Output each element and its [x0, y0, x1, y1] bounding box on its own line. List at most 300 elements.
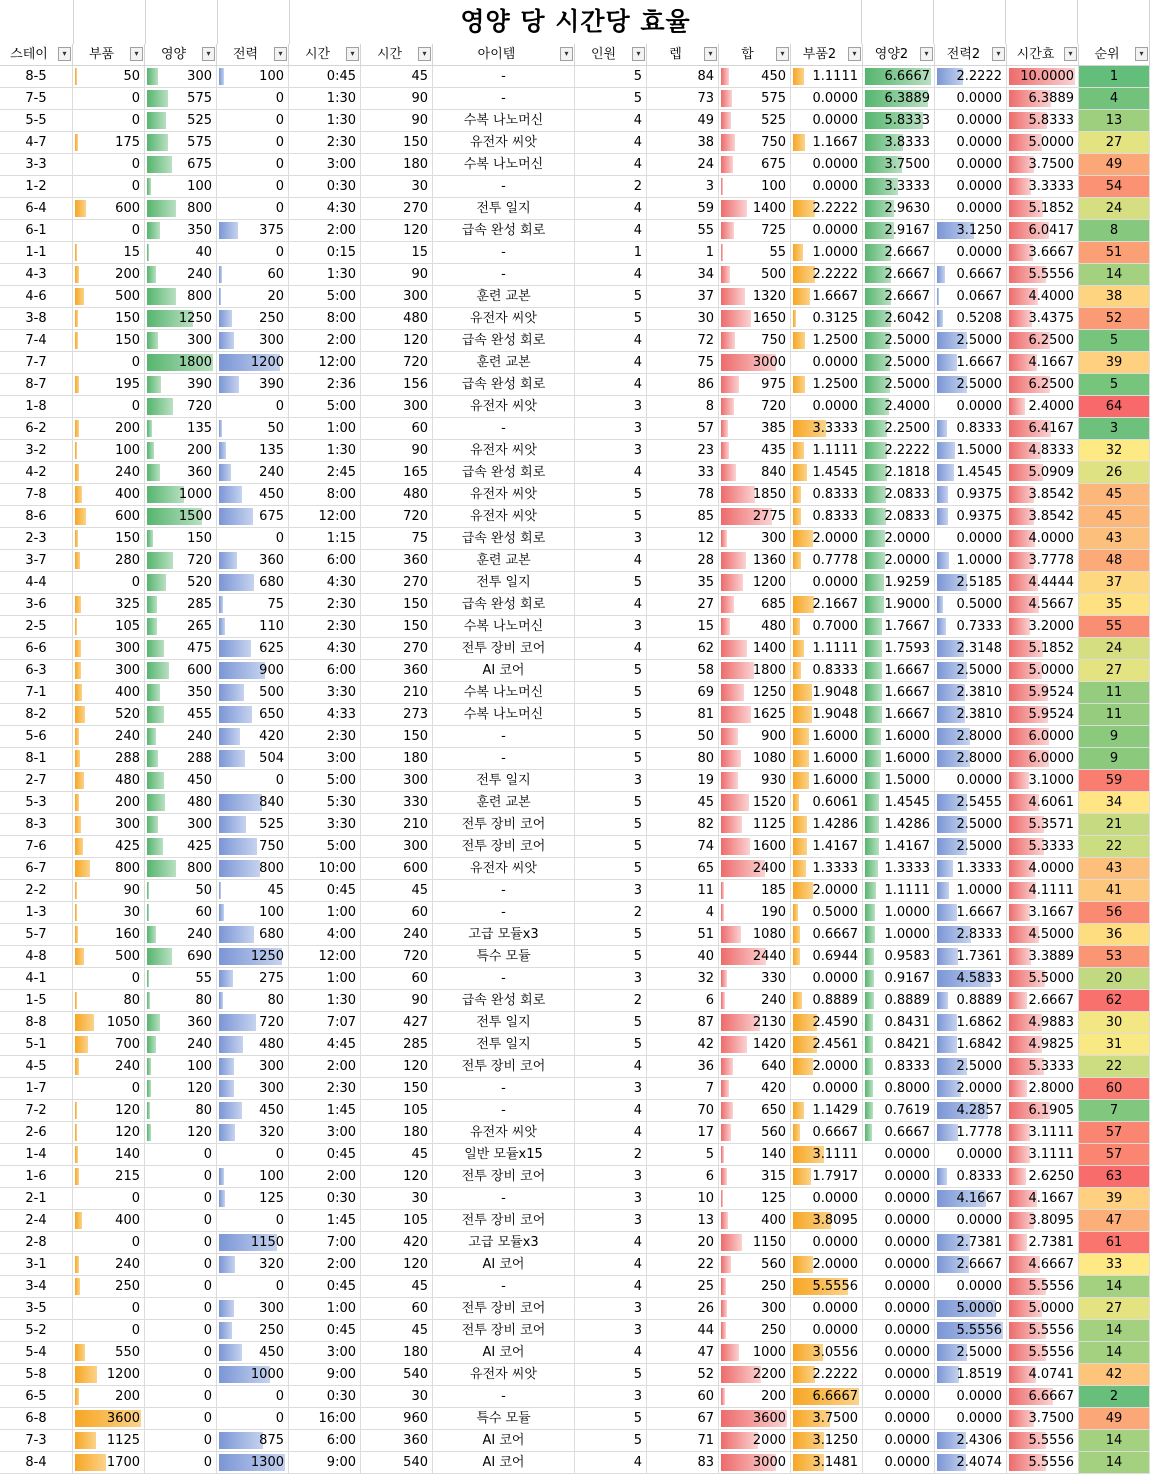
cell-power[interactable] — [217, 198, 289, 220]
filter-dropdown-icon[interactable]: ▾ — [1064, 47, 1077, 61]
cell-food-ratio[interactable] — [863, 352, 935, 374]
cell-item[interactable] — [433, 550, 575, 572]
cell-crew[interactable] — [575, 198, 647, 220]
cell-stage[interactable] — [0, 110, 73, 132]
cell-level[interactable] — [647, 330, 719, 352]
cell-time-eff[interactable] — [1007, 1188, 1079, 1210]
cell-power[interactable] — [217, 88, 289, 110]
cell-food-ratio[interactable] — [863, 418, 935, 440]
cell-stage[interactable] — [0, 638, 73, 660]
cell-power-ratio[interactable] — [935, 1012, 1007, 1034]
cell-time-eff[interactable] — [1007, 484, 1079, 506]
cell-time-eff[interactable] — [1007, 418, 1079, 440]
cell-food-ratio[interactable] — [863, 1298, 935, 1320]
cell-food-ratio[interactable] — [863, 1452, 935, 1474]
cell-stage[interactable] — [0, 990, 73, 1012]
filter-dropdown-icon[interactable]: ▾ — [1135, 47, 1148, 61]
cell-food[interactable] — [145, 132, 217, 154]
cell-sum[interactable] — [719, 814, 791, 836]
cell-time-eff[interactable] — [1007, 330, 1079, 352]
cell-sum[interactable] — [719, 1166, 791, 1188]
cell-parts[interactable] — [73, 902, 145, 924]
cell-food[interactable] — [145, 858, 217, 880]
cell-time-eff[interactable] — [1007, 792, 1079, 814]
cell-stage[interactable] — [0, 1408, 73, 1430]
cell-power[interactable] — [217, 880, 289, 902]
cell-parts-ratio[interactable] — [791, 308, 863, 330]
cell-sum[interactable] — [719, 1276, 791, 1298]
cell-time-eff[interactable] — [1007, 198, 1079, 220]
cell-sum[interactable] — [719, 1188, 791, 1210]
cell-food[interactable] — [145, 616, 217, 638]
cell-item[interactable] — [433, 704, 575, 726]
cell-minutes[interactable] — [361, 594, 433, 616]
cell-power-ratio[interactable] — [935, 968, 1007, 990]
cell-stage[interactable] — [0, 836, 73, 858]
cell-power-ratio[interactable] — [935, 946, 1007, 968]
cell-power[interactable] — [217, 1056, 289, 1078]
cell-rank[interactable] — [1079, 176, 1150, 198]
cell-minutes[interactable] — [361, 572, 433, 594]
cell-stage[interactable] — [0, 814, 73, 836]
cell-rank[interactable] — [1079, 660, 1150, 682]
cell-parts-ratio[interactable] — [791, 1408, 863, 1430]
cell-food-ratio[interactable] — [863, 110, 935, 132]
cell-minutes[interactable] — [361, 748, 433, 770]
cell-level[interactable] — [647, 1122, 719, 1144]
cell-crew[interactable] — [575, 1320, 647, 1342]
cell-power[interactable] — [217, 154, 289, 176]
cell-power[interactable] — [217, 242, 289, 264]
cell-power[interactable] — [217, 1342, 289, 1364]
cell-food-ratio[interactable] — [863, 242, 935, 264]
cell-time-eff[interactable] — [1007, 242, 1079, 264]
cell-food-ratio[interactable] — [863, 374, 935, 396]
cell-food[interactable] — [145, 330, 217, 352]
cell-power-ratio[interactable] — [935, 792, 1007, 814]
cell-parts[interactable] — [73, 1298, 145, 1320]
cell-parts[interactable] — [73, 484, 145, 506]
cell-minutes[interactable] — [361, 946, 433, 968]
cell-rank[interactable] — [1079, 682, 1150, 704]
cell-parts[interactable] — [73, 528, 145, 550]
cell-parts-ratio[interactable] — [791, 198, 863, 220]
cell-level[interactable] — [647, 1320, 719, 1342]
cell-level[interactable] — [647, 1342, 719, 1364]
cell-time[interactable] — [289, 572, 361, 594]
cell-time-eff[interactable] — [1007, 1342, 1079, 1364]
cell-stage[interactable] — [0, 1012, 73, 1034]
cell-parts-ratio[interactable] — [791, 946, 863, 968]
cell-time[interactable] — [289, 1056, 361, 1078]
cell-food-ratio[interactable] — [863, 572, 935, 594]
cell-sum[interactable] — [719, 748, 791, 770]
cell-parts[interactable] — [73, 330, 145, 352]
cell-crew[interactable] — [575, 1408, 647, 1430]
cell-sum[interactable] — [719, 638, 791, 660]
cell-food-ratio[interactable] — [863, 594, 935, 616]
cell-item[interactable] — [433, 660, 575, 682]
cell-stage[interactable] — [0, 1122, 73, 1144]
cell-minutes[interactable] — [361, 88, 433, 110]
cell-food[interactable] — [145, 990, 217, 1012]
cell-food-ratio[interactable] — [863, 682, 935, 704]
cell-crew[interactable] — [575, 308, 647, 330]
cell-time[interactable] — [289, 594, 361, 616]
cell-time-eff[interactable] — [1007, 682, 1079, 704]
cell-stage[interactable] — [0, 264, 73, 286]
cell-minutes[interactable] — [361, 616, 433, 638]
cell-sum[interactable] — [719, 902, 791, 924]
cell-food-ratio[interactable] — [863, 792, 935, 814]
cell-level[interactable] — [647, 704, 719, 726]
cell-item[interactable] — [433, 748, 575, 770]
cell-item[interactable] — [433, 1342, 575, 1364]
cell-time[interactable] — [289, 220, 361, 242]
cell-food[interactable] — [145, 748, 217, 770]
cell-food[interactable] — [145, 484, 217, 506]
cell-parts[interactable] — [73, 462, 145, 484]
cell-level[interactable] — [647, 616, 719, 638]
cell-sum[interactable] — [719, 858, 791, 880]
cell-item[interactable] — [433, 330, 575, 352]
cell-crew[interactable] — [575, 462, 647, 484]
cell-food-ratio[interactable] — [863, 154, 935, 176]
cell-time[interactable] — [289, 792, 361, 814]
cell-minutes[interactable] — [361, 110, 433, 132]
cell-food[interactable] — [145, 946, 217, 968]
cell-time-eff[interactable] — [1007, 1122, 1079, 1144]
cell-food[interactable] — [145, 308, 217, 330]
cell-time-eff[interactable] — [1007, 308, 1079, 330]
cell-rank[interactable] — [1079, 396, 1150, 418]
cell-food-ratio[interactable] — [863, 616, 935, 638]
cell-crew[interactable] — [575, 572, 647, 594]
cell-sum[interactable] — [719, 66, 791, 88]
cell-time-eff[interactable] — [1007, 1452, 1079, 1474]
cell-level[interactable] — [647, 1078, 719, 1100]
filter-dropdown-icon[interactable]: ▾ — [274, 47, 287, 61]
cell-stage[interactable] — [0, 374, 73, 396]
cell-minutes[interactable] — [361, 1276, 433, 1298]
cell-parts[interactable] — [73, 1386, 145, 1408]
cell-sum[interactable] — [719, 1056, 791, 1078]
cell-minutes[interactable] — [361, 814, 433, 836]
cell-sum[interactable] — [719, 968, 791, 990]
cell-crew[interactable] — [575, 1034, 647, 1056]
cell-sum[interactable] — [719, 1210, 791, 1232]
cell-food-ratio[interactable] — [863, 1166, 935, 1188]
cell-power[interactable] — [217, 374, 289, 396]
cell-power-ratio[interactable] — [935, 1078, 1007, 1100]
cell-item[interactable] — [433, 638, 575, 660]
cell-time-eff[interactable] — [1007, 110, 1079, 132]
cell-power-ratio[interactable] — [935, 176, 1007, 198]
cell-time-eff[interactable] — [1007, 286, 1079, 308]
cell-crew[interactable] — [575, 902, 647, 924]
cell-time-eff[interactable] — [1007, 88, 1079, 110]
cell-food[interactable] — [145, 1298, 217, 1320]
cell-crew[interactable] — [575, 242, 647, 264]
cell-power-ratio[interactable] — [935, 308, 1007, 330]
cell-power-ratio[interactable] — [935, 1386, 1007, 1408]
cell-crew[interactable] — [575, 1166, 647, 1188]
cell-sum[interactable] — [719, 1430, 791, 1452]
cell-food-ratio[interactable] — [863, 748, 935, 770]
cell-time-eff[interactable] — [1007, 1056, 1079, 1078]
cell-sum[interactable] — [719, 1100, 791, 1122]
cell-parts-ratio[interactable] — [791, 506, 863, 528]
cell-stage[interactable] — [0, 902, 73, 924]
cell-minutes[interactable] — [361, 902, 433, 924]
cell-power[interactable] — [217, 1452, 289, 1474]
cell-stage[interactable] — [0, 1144, 73, 1166]
cell-power-ratio[interactable] — [935, 1254, 1007, 1276]
cell-rank[interactable] — [1079, 748, 1150, 770]
cell-level[interactable] — [647, 220, 719, 242]
cell-item[interactable] — [433, 1276, 575, 1298]
cell-stage[interactable] — [0, 1320, 73, 1342]
cell-time[interactable] — [289, 440, 361, 462]
cell-stage[interactable] — [0, 770, 73, 792]
cell-parts-ratio[interactable] — [791, 1144, 863, 1166]
cell-food-ratio[interactable] — [863, 1078, 935, 1100]
cell-parts-ratio[interactable] — [791, 462, 863, 484]
cell-stage[interactable] — [0, 924, 73, 946]
cell-crew[interactable] — [575, 814, 647, 836]
cell-level[interactable] — [647, 1232, 719, 1254]
cell-time[interactable] — [289, 814, 361, 836]
cell-sum[interactable] — [719, 286, 791, 308]
cell-sum[interactable] — [719, 352, 791, 374]
cell-time-eff[interactable] — [1007, 902, 1079, 924]
cell-crew[interactable] — [575, 836, 647, 858]
cell-parts[interactable] — [73, 682, 145, 704]
cell-level[interactable] — [647, 1210, 719, 1232]
cell-level[interactable] — [647, 1408, 719, 1430]
cell-rank[interactable] — [1079, 264, 1150, 286]
cell-parts[interactable] — [73, 792, 145, 814]
cell-power[interactable] — [217, 814, 289, 836]
cell-stage[interactable] — [0, 396, 73, 418]
cell-stage[interactable] — [0, 66, 73, 88]
cell-food-ratio[interactable] — [863, 1276, 935, 1298]
cell-stage[interactable] — [0, 616, 73, 638]
cell-item[interactable] — [433, 176, 575, 198]
cell-time-eff[interactable] — [1007, 990, 1079, 1012]
filter-dropdown-icon[interactable]: ▾ — [560, 47, 573, 61]
cell-power-ratio[interactable] — [935, 220, 1007, 242]
cell-level[interactable] — [647, 1254, 719, 1276]
cell-power[interactable] — [217, 550, 289, 572]
cell-time-eff[interactable] — [1007, 660, 1079, 682]
cell-parts-ratio[interactable] — [791, 1166, 863, 1188]
cell-time-eff[interactable] — [1007, 594, 1079, 616]
cell-power[interactable] — [217, 308, 289, 330]
cell-power[interactable] — [217, 858, 289, 880]
cell-rank[interactable] — [1079, 1012, 1150, 1034]
cell-power-ratio[interactable] — [935, 1276, 1007, 1298]
cell-item[interactable] — [433, 374, 575, 396]
cell-sum[interactable] — [719, 726, 791, 748]
cell-crew[interactable] — [575, 946, 647, 968]
cell-time[interactable] — [289, 418, 361, 440]
cell-rank[interactable] — [1079, 1144, 1150, 1166]
cell-parts-ratio[interactable] — [791, 330, 863, 352]
cell-parts-ratio[interactable] — [791, 484, 863, 506]
cell-power-ratio[interactable] — [935, 1144, 1007, 1166]
cell-time-eff[interactable] — [1007, 814, 1079, 836]
cell-crew[interactable] — [575, 396, 647, 418]
filter-dropdown-icon[interactable]: ▾ — [776, 47, 789, 61]
cell-stage[interactable] — [0, 132, 73, 154]
cell-crew[interactable] — [575, 506, 647, 528]
cell-time[interactable] — [289, 946, 361, 968]
cell-rank[interactable] — [1079, 154, 1150, 176]
cell-food[interactable] — [145, 242, 217, 264]
filter-dropdown-icon[interactable]: ▾ — [58, 47, 71, 61]
cell-food-ratio[interactable] — [863, 264, 935, 286]
cell-food[interactable] — [145, 286, 217, 308]
cell-item[interactable] — [433, 814, 575, 836]
cell-food[interactable] — [145, 154, 217, 176]
cell-rank[interactable] — [1079, 1078, 1150, 1100]
cell-level[interactable] — [647, 572, 719, 594]
cell-time[interactable] — [289, 1188, 361, 1210]
cell-parts-ratio[interactable] — [791, 704, 863, 726]
cell-sum[interactable] — [719, 198, 791, 220]
cell-level[interactable] — [647, 176, 719, 198]
cell-stage[interactable] — [0, 1254, 73, 1276]
cell-rank[interactable] — [1079, 132, 1150, 154]
cell-minutes[interactable] — [361, 440, 433, 462]
cell-crew[interactable] — [575, 418, 647, 440]
cell-sum[interactable] — [719, 594, 791, 616]
cell-time[interactable] — [289, 682, 361, 704]
cell-item[interactable] — [433, 66, 575, 88]
cell-food[interactable] — [145, 836, 217, 858]
cell-level[interactable] — [647, 1056, 719, 1078]
cell-parts[interactable] — [73, 704, 145, 726]
cell-crew[interactable] — [575, 88, 647, 110]
cell-level[interactable] — [647, 968, 719, 990]
cell-parts[interactable] — [73, 506, 145, 528]
cell-item[interactable] — [433, 1386, 575, 1408]
cell-power[interactable] — [217, 924, 289, 946]
cell-crew[interactable] — [575, 616, 647, 638]
cell-stage[interactable] — [0, 242, 73, 264]
cell-time[interactable] — [289, 638, 361, 660]
cell-time-eff[interactable] — [1007, 1078, 1079, 1100]
cell-minutes[interactable] — [361, 1078, 433, 1100]
cell-crew[interactable] — [575, 484, 647, 506]
cell-power-ratio[interactable] — [935, 286, 1007, 308]
cell-minutes[interactable] — [361, 990, 433, 1012]
cell-sum[interactable] — [719, 176, 791, 198]
cell-crew[interactable] — [575, 1144, 647, 1166]
cell-crew[interactable] — [575, 1276, 647, 1298]
cell-parts-ratio[interactable] — [791, 528, 863, 550]
cell-time[interactable] — [289, 374, 361, 396]
cell-item[interactable] — [433, 396, 575, 418]
cell-minutes[interactable] — [361, 1144, 433, 1166]
cell-stage[interactable] — [0, 594, 73, 616]
cell-sum[interactable] — [719, 572, 791, 594]
cell-minutes[interactable] — [361, 484, 433, 506]
cell-parts[interactable] — [73, 1342, 145, 1364]
cell-stage[interactable] — [0, 748, 73, 770]
filter-dropdown-icon[interactable]: ▾ — [704, 47, 717, 61]
cell-parts[interactable] — [73, 1034, 145, 1056]
cell-food-ratio[interactable] — [863, 1232, 935, 1254]
cell-crew[interactable] — [575, 66, 647, 88]
cell-item[interactable] — [433, 770, 575, 792]
cell-time[interactable] — [289, 660, 361, 682]
cell-item[interactable] — [433, 1056, 575, 1078]
cell-sum[interactable] — [719, 440, 791, 462]
cell-sum[interactable] — [719, 374, 791, 396]
cell-item[interactable] — [433, 1078, 575, 1100]
cell-sum[interactable] — [719, 110, 791, 132]
cell-level[interactable] — [647, 946, 719, 968]
cell-item[interactable] — [433, 880, 575, 902]
cell-parts-ratio[interactable] — [791, 352, 863, 374]
cell-parts[interactable] — [73, 242, 145, 264]
cell-power[interactable] — [217, 462, 289, 484]
cell-parts-ratio[interactable] — [791, 1452, 863, 1474]
cell-parts[interactable] — [73, 814, 145, 836]
cell-power-ratio[interactable] — [935, 154, 1007, 176]
cell-power-ratio[interactable] — [935, 242, 1007, 264]
cell-time-eff[interactable] — [1007, 132, 1079, 154]
cell-parts[interactable] — [73, 726, 145, 748]
cell-power-ratio[interactable] — [935, 528, 1007, 550]
cell-level[interactable] — [647, 594, 719, 616]
cell-food-ratio[interactable] — [863, 924, 935, 946]
cell-level[interactable] — [647, 110, 719, 132]
cell-stage[interactable] — [0, 660, 73, 682]
cell-crew[interactable] — [575, 924, 647, 946]
cell-rank[interactable] — [1079, 594, 1150, 616]
cell-time-eff[interactable] — [1007, 946, 1079, 968]
cell-food[interactable] — [145, 1254, 217, 1276]
cell-item[interactable] — [433, 726, 575, 748]
cell-sum[interactable] — [719, 836, 791, 858]
cell-food-ratio[interactable] — [863, 1100, 935, 1122]
cell-parts-ratio[interactable] — [791, 1122, 863, 1144]
cell-parts-ratio[interactable] — [791, 286, 863, 308]
cell-sum[interactable] — [719, 1254, 791, 1276]
cell-sum[interactable] — [719, 418, 791, 440]
cell-time-eff[interactable] — [1007, 1364, 1079, 1386]
cell-stage[interactable] — [0, 418, 73, 440]
cell-minutes[interactable] — [361, 1408, 433, 1430]
cell-parts[interactable] — [73, 1320, 145, 1342]
cell-parts-ratio[interactable] — [791, 968, 863, 990]
cell-level[interactable] — [647, 1452, 719, 1474]
cell-food[interactable] — [145, 506, 217, 528]
cell-power-ratio[interactable] — [935, 1166, 1007, 1188]
cell-item[interactable] — [433, 220, 575, 242]
cell-power-ratio[interactable] — [935, 1232, 1007, 1254]
cell-minutes[interactable] — [361, 770, 433, 792]
cell-food[interactable] — [145, 440, 217, 462]
cell-parts-ratio[interactable] — [791, 858, 863, 880]
cell-parts[interactable] — [73, 1254, 145, 1276]
cell-time-eff[interactable] — [1007, 1320, 1079, 1342]
cell-rank[interactable] — [1079, 946, 1150, 968]
cell-food[interactable] — [145, 594, 217, 616]
